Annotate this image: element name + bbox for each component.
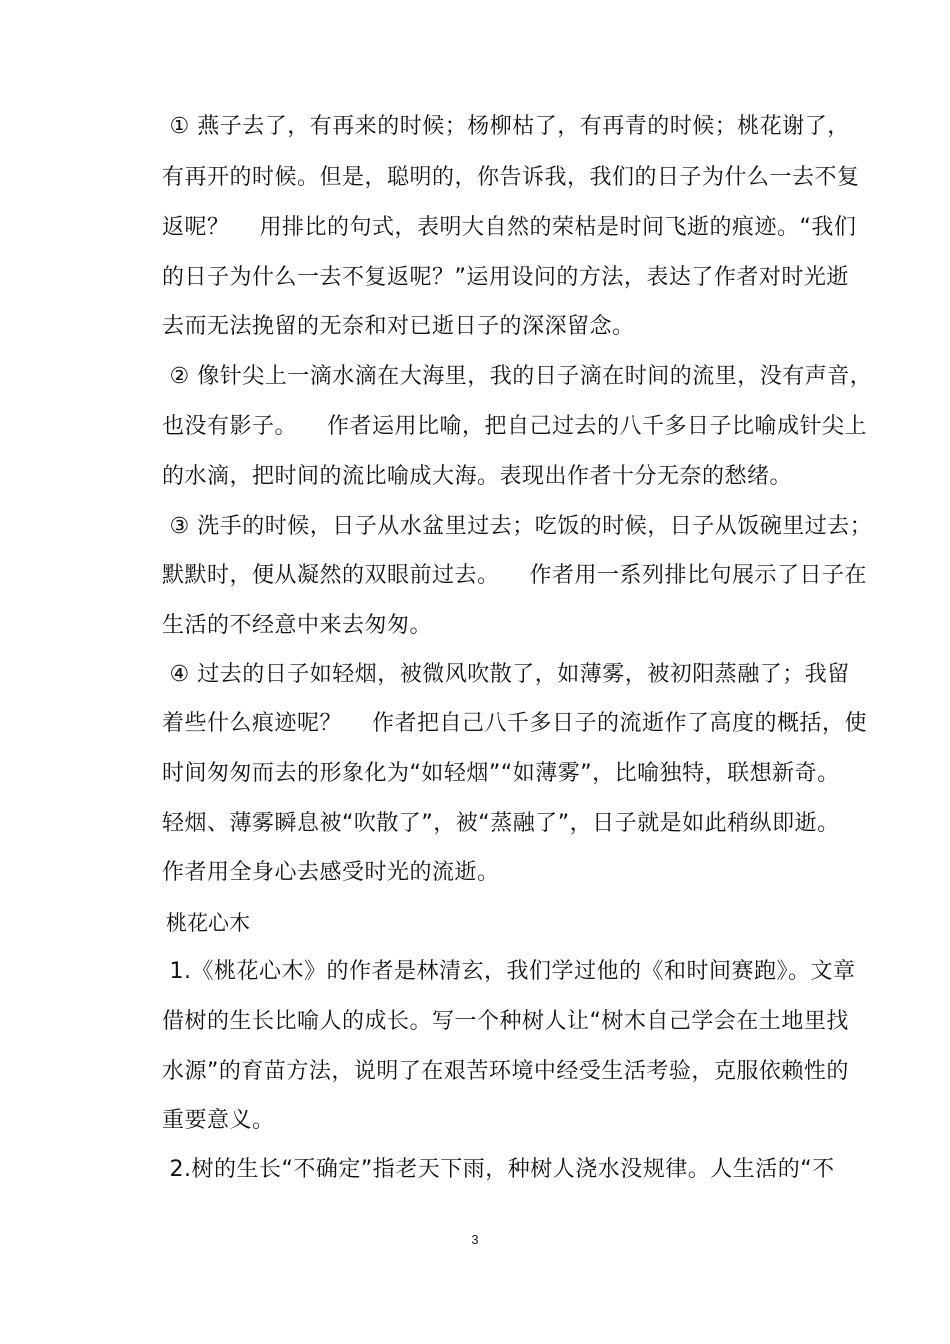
- text-line: 有再开的时候。但是，聪明的，你告诉我，我们的日子为什么一去不复: [162, 165, 860, 190]
- text-line: 生活的不经意中来去匆匆。: [162, 613, 433, 638]
- text-line: 的水滴，把时间的流比喻成大海。表现出作者十分无奈的愁绪。: [162, 464, 793, 489]
- text-line: 着些什么痕迹呢？ 作者把自己八千多日子的流逝作了高度的概括，使: [162, 711, 867, 736]
- text-line: 的日子为什么一去不复返呢？”运用设问的方法，表达了作者对时光逝: [162, 265, 849, 290]
- section-heading: 桃花心木: [166, 911, 250, 935]
- text-line: ① 燕子去了，有再来的时候；杨柳枯了，有再青的时候；桃花谢了，: [162, 114, 850, 139]
- text-line: 重要意义。: [162, 1108, 275, 1133]
- text-line: ④ 过去的日子如轻烟，被微风吹散了，如薄雾，被初阳蒸融了；我留: [162, 662, 850, 687]
- text-line: 1.《桃花心木》的作者是林清玄，我们学过他的《和时间赛跑》。文章: [162, 959, 856, 984]
- text-line: 作者用全身心去感受时光的流逝。: [162, 860, 500, 885]
- text-line: 默默时，便从凝然的双眼前过去。 作者用一系列排比句展示了日子在: [162, 563, 867, 588]
- text-line: ② 像针尖上一滴水滴在大海里，我的日子滴在时间的流里，没有声音，: [162, 364, 873, 389]
- text-line: 返呢？ 用排比的句式，表明大自然的荣枯是时间飞逝的痕迹。“我们: [162, 215, 857, 240]
- text-line: 去而无法挽留的无奈和对已逝日子的深深留念。: [162, 314, 635, 339]
- text-line: 水源”的育苗方法，说明了在艰苦环境中经受生活考验，克服依赖性的: [162, 1059, 849, 1084]
- page-number: 3: [471, 1232, 479, 1247]
- text-line: 借树的生长比喻人的成长。写一个种树人让“树木自己学会在土地里找: [162, 1009, 849, 1034]
- text-line: 2.树的生长“不确定”指老天下雨，种树人浇水没规律。人生活的“不: [162, 1157, 835, 1182]
- text-line: 轻烟、薄雾瞬息被“吹散了”，被“蒸融了”，日子就是如此稍纵即逝。: [162, 811, 840, 836]
- text-line: ③ 洗手的时候，日子从水盆里过去；吃饭的时候，日子从饭碗里过去；: [162, 514, 873, 539]
- text-line: 也没有影子。 作者运用比喻，把自己过去的八千多日子比喻成针尖上: [162, 414, 867, 439]
- text-line: 时间匆匆而去的形象化为“如轻烟”“如薄雾”，比喻独特，联想新奇。: [162, 761, 840, 786]
